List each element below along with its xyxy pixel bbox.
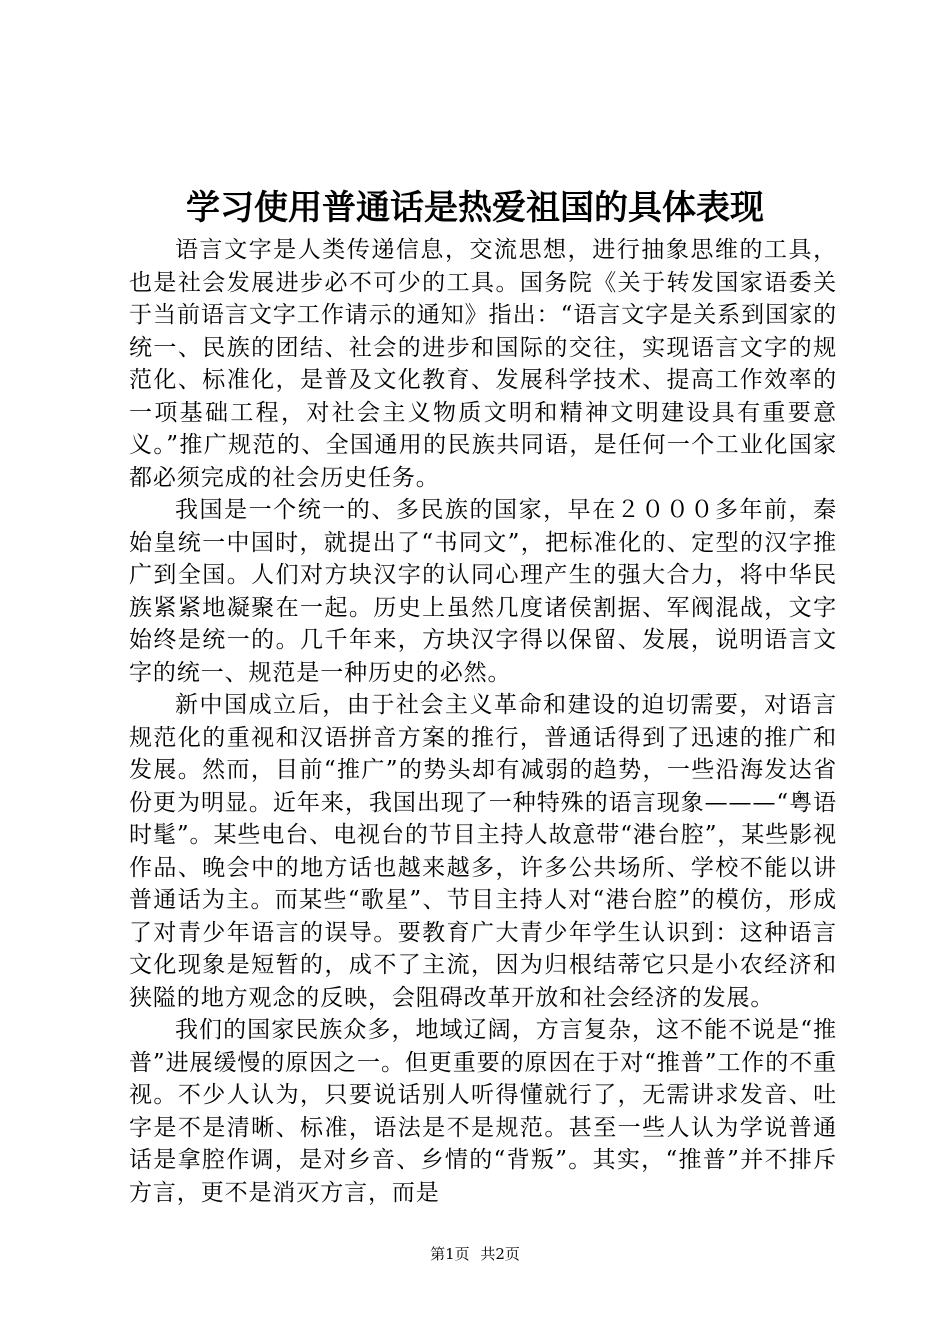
page-total: 共2页 — [480, 1245, 520, 1263]
page-footer — [0, 1244, 950, 1264]
paragraph-4: 我们的国家民族众多，地域辽阔，方言复杂，这不能不说是“推普”进展缓慢的原因之一。但更重要的原因在于对“推普”工作的不重视。不少人认为，只要说话别人听得懂就行了，无需讲求发音、吐字是不是清晰、标准，语法是不是规范。甚至一些人认为学说普通话是拿腔作调，是对乡音、乡情的“背叛”。其实，“推普”并不排斥方言，更不是消灭方言，而是 — [129, 1017, 837, 1206]
paragraph-2: 我国是一个统一的、多民族的国家，早在２０００多年前，秦始皇统一中国时，就提出了“书同文”，把标准化的、定型的汉字推广到全国。人们对方块汉字的认同心理产生的强大合力，将中华民族紧紧地凝聚在一起。历史上虽然几度诸侯割据、军阀混战，文字始终是统一的。几千年来，方块汉字得以保留、发展，说明语言文字的统一、规范是一种历史的必然。 — [129, 497, 837, 686]
document-body — [129, 234, 837, 1209]
paragraph-3: 新中国成立后，由于社会主义革命和建设的迫切需要，对语言规范化的重视和汉语拼音方案的推行，普通话得到了迅速的推广和发展。然而，目前“推广”的势头却有减弱的趋势，一些沿海发达省份更为明显。近年来，我国出现了一种特殊的语言现象———“粤语时髦”。某些电台、电视台的节目主持人故意带“港台腔”，某些影视作品、晚会中的地方话也越来越多，许多公共场所、学校不能以讲普通话为主。而某些“歌星”、节目主持人对“港台腔”的模仿，形成了对青少年语言的误导。要教育广大青少年学生认识到：这种语言文化现象是短暂的，成不了主流，因为归根结蒂它只是小农经济和狭隘的地方观念的反映，会阻碍改革开放和社会经济的发展。 — [129, 692, 837, 1011]
paragraph-1: 语言文字是人类传递信息，交流思想，进行抽象思维的工具，也是社会发展进步必不可少的工具。国务院《关于转发国家语委关于当前语言文字工作请示的通知》指出：“语言文字是关系到国家的统一、民族的团结、社会的进步和国际的交往，实现语言文字的规范化、标准化，是普及文化教育、发展科学技术、提高工作效率的一项基础工程，对社会主义物质文明和精神文明建设具有重要意义。”推广规范的、全国通用的民族共同语，是任何一个工业化国家都必须完成的社会历史任务。 — [129, 237, 837, 491]
document-title: 学习使用普通话是热爱祖国的具体表现 — [186, 188, 764, 228]
page-number: 第1页 — [430, 1245, 470, 1263]
